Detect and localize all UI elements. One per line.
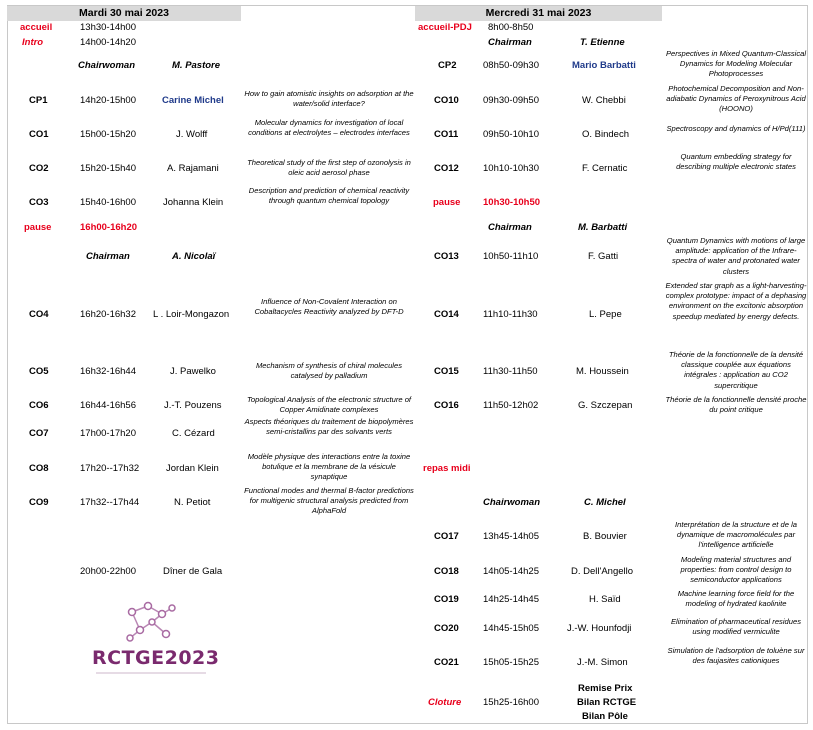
session-time: 09h30-09h50 — [483, 95, 539, 106]
speaker-name: C. Cézard — [172, 428, 215, 439]
session-code: CO1 — [29, 129, 49, 140]
talk-title: Quantum embedding strategy for describing multiple electronic states — [676, 152, 796, 172]
session-code: CO5 — [29, 366, 49, 377]
session-time: 17h00-17h20 — [80, 428, 136, 439]
talk-title: Simulation de l'adsorption de toluène sur des faujasites cationiques — [667, 646, 805, 666]
talk-title: Aspects théoriques du traitement de biopolymères semi-cristallins par des solvants verts — [244, 417, 414, 437]
cloture-item: Remise Prix — [578, 683, 633, 694]
day-header-tuesday: Mardi 30 mai 2023 — [7, 6, 241, 21]
conference-logo-icon — [122, 600, 182, 645]
chair1-role: Chairman — [488, 37, 532, 48]
session-time: 11h50-12h02 — [483, 400, 539, 411]
session-code: CO14 — [434, 309, 459, 320]
day-header-wednesday: Mercredi 31 mai 2023 — [415, 6, 662, 21]
session-code: CO19 — [434, 594, 459, 605]
speaker-name: D. Dell'Angello — [571, 566, 634, 577]
pause-label: pause — [24, 222, 52, 233]
speaker-name: B. Bouvier — [583, 531, 627, 542]
talk-title: Machine learning force field for the modeling of hydrated kaolinite — [677, 589, 795, 609]
speaker-name: Jordan Klein — [166, 463, 219, 474]
logo-underline — [96, 672, 206, 674]
talk-title: Molecular dynamics for investigation of local conditions at electrolytes – electrodes interfaces — [248, 118, 410, 138]
session-time: 11h30-11h50 — [483, 366, 538, 377]
chair2-name: M. Barbatti — [578, 222, 628, 233]
chair3-name: C. Michel — [584, 497, 626, 508]
session-time: 14h05-14h25 — [483, 566, 539, 577]
session-code: CO4 — [29, 309, 49, 320]
session-code: CO9 — [29, 497, 49, 508]
talk-title: Quantum Dynamics with motions of large amplitude: application of the Infrare-spectra of water and protonated water clusters — [666, 236, 806, 276]
speaker-name: J.-T. Pouzens — [164, 400, 222, 411]
session-time: 11h10-11h30 — [483, 309, 538, 320]
chair1-name: M. Pastore — [172, 60, 221, 71]
diner-time: 20h00-22h00 — [80, 566, 136, 577]
speaker-name: F. Cernatic — [582, 163, 628, 174]
talk-title: Topological Analysis of the electronic structure of Copper Amidinate complexes — [246, 395, 412, 415]
intro-label: Intro — [22, 37, 44, 48]
session-time: 09h50-10h10 — [483, 129, 539, 140]
session-time: 13h45-14h05 — [483, 531, 539, 542]
session-code: CO13 — [434, 251, 459, 262]
session-code: CO3 — [29, 197, 49, 208]
talk-title: Spectroscopy and dynamics of H/Pd(111) — [666, 124, 806, 133]
session-time: 10h10-10h30 — [483, 163, 539, 174]
session-time: 17h20--17h32 — [80, 463, 140, 474]
speaker-name: Carine Michel — [162, 95, 224, 106]
speaker-name: J. Wolff — [176, 129, 208, 140]
session-time: 08h50-09h30 — [483, 60, 539, 71]
speaker-name: W. Chebbi — [582, 95, 626, 106]
chair1-name: T. Etienne — [580, 37, 625, 48]
chair1-role: Chairwoman — [78, 60, 136, 71]
session-code: CO7 — [29, 428, 49, 439]
pause-time: 10h30-10h50 — [483, 197, 541, 208]
pause-label: pause — [433, 197, 461, 208]
speaker-name: J. Pawelko — [170, 366, 216, 377]
cloture-item: Bilan RCTGE — [577, 697, 637, 708]
session-code: CO16 — [434, 400, 459, 411]
speaker-name: O. Bindech — [582, 129, 629, 140]
session-code: CO10 — [434, 95, 459, 106]
talk-title: Influence of Non-Covalent Interaction on Cobaltacycles Reactivity analyzed by DFT-D — [254, 297, 404, 317]
speaker-name: J.-M. Simon — [577, 657, 628, 668]
speaker-name: F. Gatti — [588, 251, 619, 262]
session-code: CP2 — [438, 60, 457, 71]
talk-title: Extended star graph as a light-harvesting-complex prototype: impact of a dephasing environment on the excitonic absorption speedup mediated by energy defects. — [665, 281, 807, 321]
cloture-item: Bilan Pôle — [582, 711, 628, 722]
talk-title: Functional modes and thermal B-factor predictions for multigenic structural analysis predicted from AlphaFold — [244, 486, 414, 516]
chair3-role: Chairwoman — [483, 497, 541, 508]
accueil-label: accueil — [20, 22, 53, 33]
session-time: 14h25-14h45 — [483, 594, 539, 605]
talk-title: Théorie de la fonctionnelle de la densité classique couplée aux équations intégrales : application au CO2 supercritique — [668, 350, 804, 390]
diner-label: Dîner de Gala — [163, 566, 223, 577]
chair2-role: Chairman — [488, 222, 532, 233]
chair2-role: Chairman — [86, 251, 130, 262]
session-code: CO6 — [29, 400, 49, 411]
intro-time: 14h00-14h20 — [80, 37, 136, 48]
logo-text: RCTGE2023 — [92, 647, 220, 669]
speaker-name: M. Houssein — [576, 366, 629, 377]
session-code: CO18 — [434, 566, 459, 577]
speaker-name: A. Rajamani — [167, 163, 219, 174]
session-time: 16h32-16h44 — [80, 366, 136, 377]
talk-title: Interprétation de la structure et de la dynamique de macromolécules par l'intelligence artificielle — [675, 520, 797, 550]
session-time: 16h44-16h56 — [80, 400, 136, 411]
session-time: 15h00-15h20 — [80, 129, 136, 140]
session-time: 14h20-15h00 — [80, 95, 136, 106]
talk-title: Photochemical Decomposition and Non-adiabatic Dynamics of Peroxynitrous Acid (HOONO) — [666, 84, 806, 114]
cloture-time: 15h25-16h00 — [483, 697, 539, 708]
session-code: CO20 — [434, 623, 459, 634]
talk-title: Théorie de la fonctionnelle densité proche du point critique — [665, 395, 807, 415]
session-code: CO15 — [434, 366, 459, 377]
talk-title: Description and prediction of chemical reactivity through quantum chemical topology — [248, 186, 410, 206]
session-time: 15h40-16h00 — [80, 197, 136, 208]
talk-title: Theoretical study of the first step of ozonolysis in oleic acid aerosol phase — [247, 158, 411, 178]
session-code: CO8 — [29, 463, 49, 474]
speaker-name: G. Szczepan — [578, 400, 633, 411]
accueil-pdj-label: accueil-PDJ — [418, 22, 472, 33]
talk-title: Modeling material structures and properties: from control design to semiconductor applications — [680, 555, 792, 585]
session-code: CO2 — [29, 163, 49, 174]
accueil-pdj-time: 8h00-8h50 — [488, 22, 534, 33]
speaker-name: L. Pepe — [589, 309, 622, 320]
talk-title: Perspectives in Mixed Quantum-Classical Dynamics for Modeling Molecular Photoprocesses — [665, 49, 807, 79]
session-code: CP1 — [29, 95, 48, 106]
talk-title: How to gain atomistic insights on adsorption at the water/solid interface? — [244, 89, 414, 109]
session-time: 14h45-15h05 — [483, 623, 539, 634]
pause-time: 16h00-16h20 — [80, 222, 138, 233]
cloture-label: Cloture — [428, 697, 462, 708]
session-code: CO21 — [434, 657, 459, 668]
talk-title: Mechanism of synthesis of chiral molecules catalysed by palladium — [255, 361, 403, 381]
speaker-name: L . Loir-Mongazon — [153, 309, 230, 320]
accueil-time: 13h30-14h00 — [80, 22, 136, 33]
session-time: 10h50-11h10 — [483, 251, 539, 262]
chair2-name: A. Nicolaï — [172, 251, 216, 262]
speaker-name: H. Saïd — [589, 594, 621, 605]
speaker-name: Johanna Klein — [163, 197, 224, 208]
session-time: 15h20-15h40 — [80, 163, 136, 174]
session-code: CO11 — [434, 129, 459, 140]
session-time: 16h20-16h32 — [80, 309, 136, 320]
session-code: CO12 — [434, 163, 459, 174]
talk-title: Modèle physique des interactions entre la toxine botulique et la membrane de la vésicule synaptique — [247, 452, 411, 482]
session-time: 15h05-15h25 — [483, 657, 539, 668]
speaker-name: Mario Barbatti — [572, 60, 636, 71]
speaker-name: J.-W. Hounfodji — [567, 623, 632, 634]
session-code: CO17 — [434, 531, 459, 542]
repas-label: repas midi — [423, 463, 471, 474]
speaker-name: N. Petiot — [174, 497, 211, 508]
talk-title: Elimination of pharmaceutical residues using modified vermiculite — [670, 617, 801, 637]
session-time: 17h32--17h44 — [80, 497, 140, 508]
